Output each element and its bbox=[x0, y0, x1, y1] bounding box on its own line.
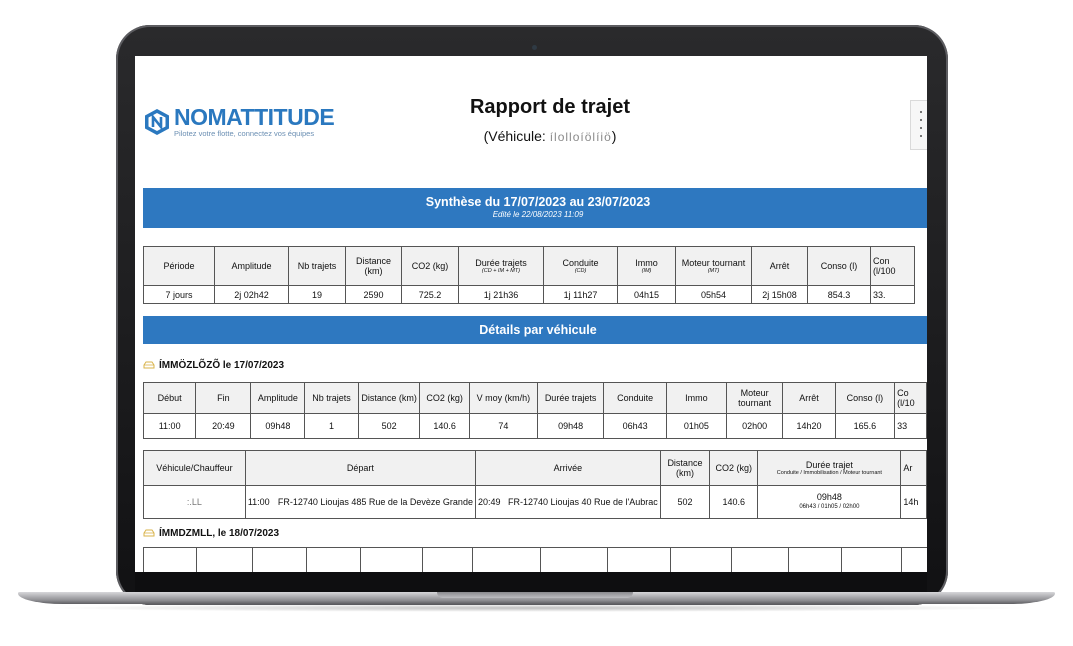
next-table-stub bbox=[143, 547, 927, 572]
cell: 20:49 bbox=[196, 414, 251, 439]
col-arret: Arrêt bbox=[783, 383, 835, 414]
cell: 05h54 bbox=[676, 286, 752, 304]
details-banner: Détails par véhicule bbox=[143, 316, 927, 344]
col-vehicule-chauffeur: Véhicule/Chauffeur bbox=[144, 451, 246, 486]
col-duree-trajets: Durée trajets bbox=[537, 383, 604, 414]
cell: 725.2 bbox=[402, 286, 459, 304]
col-immo: Immo (IM) bbox=[618, 247, 676, 286]
cell: 2j 02h42 bbox=[215, 286, 289, 304]
duree-trajet-label: Durée trajet bbox=[805, 459, 853, 470]
col-conso-100: Con (l/100 bbox=[871, 247, 915, 286]
trip-end-place: FR-12740 Lioujas 40 Rue de l'Aubrac bbox=[507, 497, 658, 507]
report-subtitle bbox=[405, 128, 695, 144]
cell: 33 bbox=[895, 414, 927, 439]
col-arret: Ar bbox=[901, 451, 927, 486]
cell: 2590 bbox=[346, 286, 402, 304]
cell: 33. bbox=[871, 286, 915, 304]
vehicle-day-label: ÍMMDZMLL, le 18/07/2023 bbox=[159, 528, 280, 539]
col-v-moy: V moy (km/h) bbox=[470, 383, 538, 414]
brand-tagline: Pilotez votre flotte, connectez vos équipes bbox=[174, 129, 315, 138]
cell: 2j 15h08 bbox=[752, 286, 808, 304]
trip-co2: 140.6 bbox=[710, 486, 758, 519]
col-conso: Conso (l) bbox=[835, 383, 894, 414]
col-distance: Distance (km) bbox=[346, 247, 402, 286]
col-duree-trajet bbox=[758, 451, 901, 486]
trip-driver: :.LL bbox=[144, 486, 246, 519]
col-arrivee: Arrivée bbox=[475, 451, 660, 486]
col-conduite: Conduite (CD) bbox=[544, 247, 618, 286]
cell: 14h20 bbox=[783, 414, 835, 439]
vehicle-day-heading bbox=[143, 528, 279, 539]
col-conso: Conso (l) bbox=[808, 247, 871, 286]
car-icon bbox=[143, 361, 155, 370]
col-amplitude: Amplitude bbox=[251, 383, 305, 414]
cell: 140.6 bbox=[420, 414, 470, 439]
col-nb-trajets: Nb trajets bbox=[305, 383, 359, 414]
cell: 04h15 bbox=[618, 286, 676, 304]
col-conso-100: Co (l/10 bbox=[895, 383, 927, 414]
cell: 09h48 bbox=[537, 414, 604, 439]
col-moteur-tournant: Moteur tournant bbox=[726, 383, 782, 414]
vehicle-day-label: ÍMMÖZLÕZÕ le 17/07/2023 bbox=[159, 360, 285, 371]
day-data-row bbox=[144, 414, 927, 439]
cell: 74 bbox=[470, 414, 538, 439]
trip-start-time: 11:00 bbox=[247, 497, 270, 507]
cell: 1 bbox=[305, 414, 359, 439]
trip-end-time: 20:49 bbox=[477, 497, 501, 507]
col-amplitude: Amplitude bbox=[215, 247, 289, 286]
trip-arrival bbox=[475, 486, 660, 519]
synthese-edited: Edité le 22/08/2023 11:09 bbox=[492, 210, 584, 219]
col-debut: Début bbox=[144, 383, 196, 414]
trip-start-place: FR-12740 Lioujas 485 Rue de la Devèze Grande bbox=[277, 497, 473, 507]
day-summary-table bbox=[143, 382, 927, 439]
cell: 09h48 bbox=[251, 414, 305, 439]
trips-table bbox=[143, 450, 927, 519]
trip-distance: 502 bbox=[660, 486, 709, 519]
trip-duration bbox=[758, 486, 901, 519]
trips-header-row bbox=[144, 451, 927, 486]
col-fin: Fin bbox=[196, 383, 251, 414]
brand-name: NOMATTITUDE bbox=[174, 104, 335, 130]
cell: 11:00 bbox=[144, 414, 196, 439]
synthese-data-row bbox=[144, 286, 915, 304]
logo-hexagon-icon bbox=[143, 108, 171, 136]
trip-duration-detail: 06h43 / 01h05 / 02h00 bbox=[799, 504, 860, 510]
table-row[interactable] bbox=[144, 486, 927, 519]
laptop-screen bbox=[135, 56, 927, 572]
laptop-shadow bbox=[40, 604, 1033, 612]
cell: 02h00 bbox=[726, 414, 782, 439]
qr-code-icon bbox=[910, 100, 927, 150]
col-co2: CO2 (kg) bbox=[420, 383, 470, 414]
col-moteur-tournant: Moteur tournant (MT) bbox=[676, 247, 752, 286]
day-header-row bbox=[144, 383, 927, 414]
subtitle-close: ) bbox=[611, 128, 617, 144]
synthese-banner bbox=[143, 188, 927, 228]
col-co2: CO2 (kg) bbox=[402, 247, 459, 286]
synthese-title: Synthèse du 17/07/2023 au 23/07/2023 bbox=[425, 195, 651, 209]
trip-duration-total: 09h48 bbox=[816, 492, 842, 502]
cell: 854.3 bbox=[808, 286, 871, 304]
report-title: Rapport de trajet bbox=[469, 96, 631, 118]
col-duree-trajets: Durée trajets (CD + IM + MT) bbox=[459, 247, 544, 286]
synthese-header-row bbox=[144, 247, 915, 286]
col-depart: Départ bbox=[245, 451, 475, 486]
col-co2: CO2 (kg) bbox=[710, 451, 758, 486]
col-arret: Arrêt bbox=[752, 247, 808, 286]
cell: 502 bbox=[358, 414, 419, 439]
webcam bbox=[532, 45, 537, 50]
laptop-notch bbox=[437, 592, 633, 598]
synthese-table bbox=[143, 246, 915, 304]
col-immo: Immo bbox=[666, 383, 726, 414]
col-conduite: Conduite bbox=[604, 383, 666, 414]
vehicle-day-heading bbox=[143, 360, 284, 371]
cell: 165.6 bbox=[835, 414, 894, 439]
cell: 7 jours bbox=[144, 286, 215, 304]
duree-trajet-subheader: Conduite / Immobilisation / Moteur tournant bbox=[776, 469, 882, 476]
col-distance: Distance (km) bbox=[660, 451, 709, 486]
vehicle-id-redacted: ílolloíölíiö bbox=[549, 130, 612, 144]
subtitle-label: (Véhicule: bbox=[483, 128, 546, 144]
col-nb-trajets: Nb trajets bbox=[289, 247, 346, 286]
car-icon bbox=[143, 529, 155, 538]
trip-stop: 14h bbox=[901, 486, 927, 519]
col-periode: Période bbox=[144, 247, 215, 286]
brand-logo bbox=[143, 106, 334, 138]
cell: 01h05 bbox=[666, 414, 726, 439]
trip-departure bbox=[245, 486, 475, 519]
cell: 06h43 bbox=[604, 414, 666, 439]
cell: 1j 11h27 bbox=[544, 286, 618, 304]
cell: 19 bbox=[289, 286, 346, 304]
cell: 1j 21h36 bbox=[459, 286, 544, 304]
screen-bezel bbox=[135, 572, 927, 592]
col-distance: Distance (km) bbox=[358, 383, 419, 414]
